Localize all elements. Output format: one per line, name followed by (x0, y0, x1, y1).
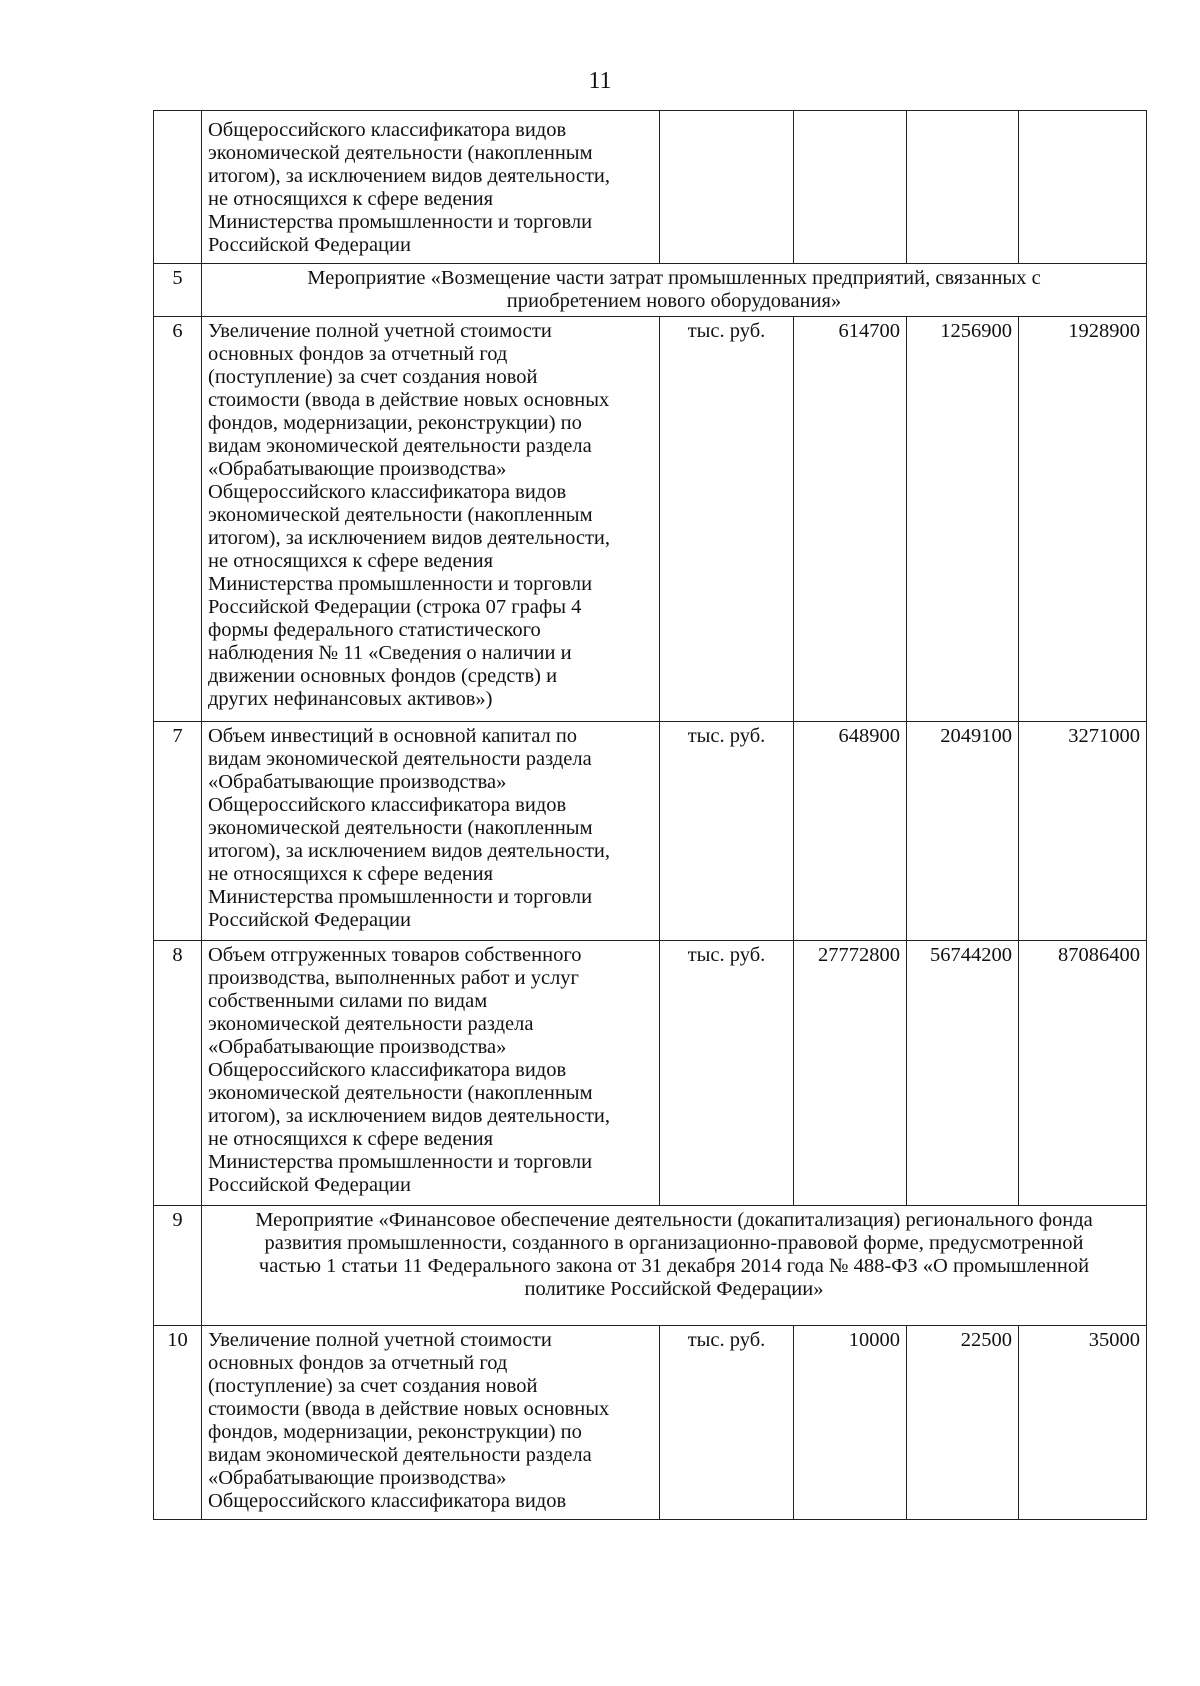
table-row (154, 1326, 1147, 1520)
indicator-description: Объем инвестиций в основной капитал по видам экономической деятельности раздела «Обрабатывающие производства» Общероссийского классификатора видов экономической деятельности (накопленным итогом), за исключением видов деятельности, не относящихся к сфере ведения Министерства промышленности и торговли Российской Федерации (202, 722, 660, 941)
indicator-description: Объем отгруженных товаров собственного производства, выполненных работ и услуг собственными силами по видам экономической деятельности раздела «Обрабатывающие производства» Общероссийского классификатора видов экономической деятельности (накопленным итогом), за исключением видов деятельности, не относящихся к сфере ведения Министерства промышленности и торговли Российской Федерации (202, 941, 660, 1206)
row-number: 5 (154, 264, 202, 317)
value-cell: 614700 (794, 317, 907, 722)
indicators-table (153, 110, 1147, 1520)
table-row (154, 722, 1147, 941)
event-title: Мероприятие «Возмещение части затрат промышленных предприятий, связанных с приобретением нового оборудования» (202, 264, 1147, 317)
unit-cell: тыс. руб. (660, 941, 794, 1206)
page-number: 11 (588, 68, 612, 94)
value-cell: 22500 (907, 1326, 1019, 1520)
row-number: 8 (154, 941, 202, 1206)
value-cell: 648900 (794, 722, 907, 941)
value-cell (794, 111, 907, 264)
row-number: 6 (154, 317, 202, 722)
unit-cell: тыс. руб. (660, 1326, 794, 1520)
value-cell: 35000 (1019, 1326, 1147, 1520)
indicator-description: Увеличение полной учетной стоимости основных фондов за отчетный год (поступление) за счет создания новой стоимости (ввода в действие новых основных фондов, модернизации, реконструкции) по видам экономической деятельности раздела «Обрабатывающие производства» Общероссийского классификатора видов экономической деятельности (накопленным итогом), за исключением видов деятельности, не относящихся к сфере ведения Министерства промышленности и торговли Российской Федерации (строка 07 графы 4 формы федерального статистического наблюдения № 11 «Сведения о наличии и движении основных фондов (средств) и других нефинансовых активов») (202, 317, 660, 722)
value-cell: 1256900 (907, 317, 1019, 722)
indicator-description: Увеличение полной учетной стоимости основных фондов за отчетный год (поступление) за счет создания новой стоимости (ввода в действие новых основных фондов, модернизации, реконструкции) по видам экономической деятельности раздела «Обрабатывающие производства» Общероссийского классификатора видов (202, 1326, 660, 1520)
event-row (154, 1206, 1147, 1326)
unit-cell (660, 111, 794, 264)
value-cell: 1928900 (1019, 317, 1147, 722)
value-cell: 10000 (794, 1326, 907, 1520)
event-title: Мероприятие «Финансовое обеспечение деятельности (докапитализация) регионального фонда развития промышленности, созданного в организационно-правовой форме, предусмотренной частью 1 статьи 11 Федерального закона от 31 декабря 2014 года № 488-ФЗ «О промышленной политике Российской Федерации» (202, 1206, 1147, 1326)
row-number-cell (154, 111, 202, 264)
row-number: 10 (154, 1326, 202, 1520)
value-cell: 87086400 (1019, 941, 1147, 1206)
value-cell (1019, 111, 1147, 264)
value-cell (907, 111, 1019, 264)
value-cell: 3271000 (1019, 722, 1147, 941)
table-row (154, 111, 1147, 264)
row-number: 9 (154, 1206, 202, 1326)
unit-cell: тыс. руб. (660, 722, 794, 941)
event-row (154, 264, 1147, 317)
table-row (154, 941, 1147, 1206)
value-cell: 27772800 (794, 941, 907, 1206)
row-number: 7 (154, 722, 202, 941)
table-row (154, 317, 1147, 722)
indicator-description: Общероссийского классификатора видов экономической деятельности (накопленным итогом), за исключением видов деятельности, не относящихся к сфере ведения Министерства промышленности и торговли Российской Федерации (202, 111, 660, 264)
unit-cell: тыс. руб. (660, 317, 794, 722)
value-cell: 2049100 (907, 722, 1019, 941)
value-cell: 56744200 (907, 941, 1019, 1206)
